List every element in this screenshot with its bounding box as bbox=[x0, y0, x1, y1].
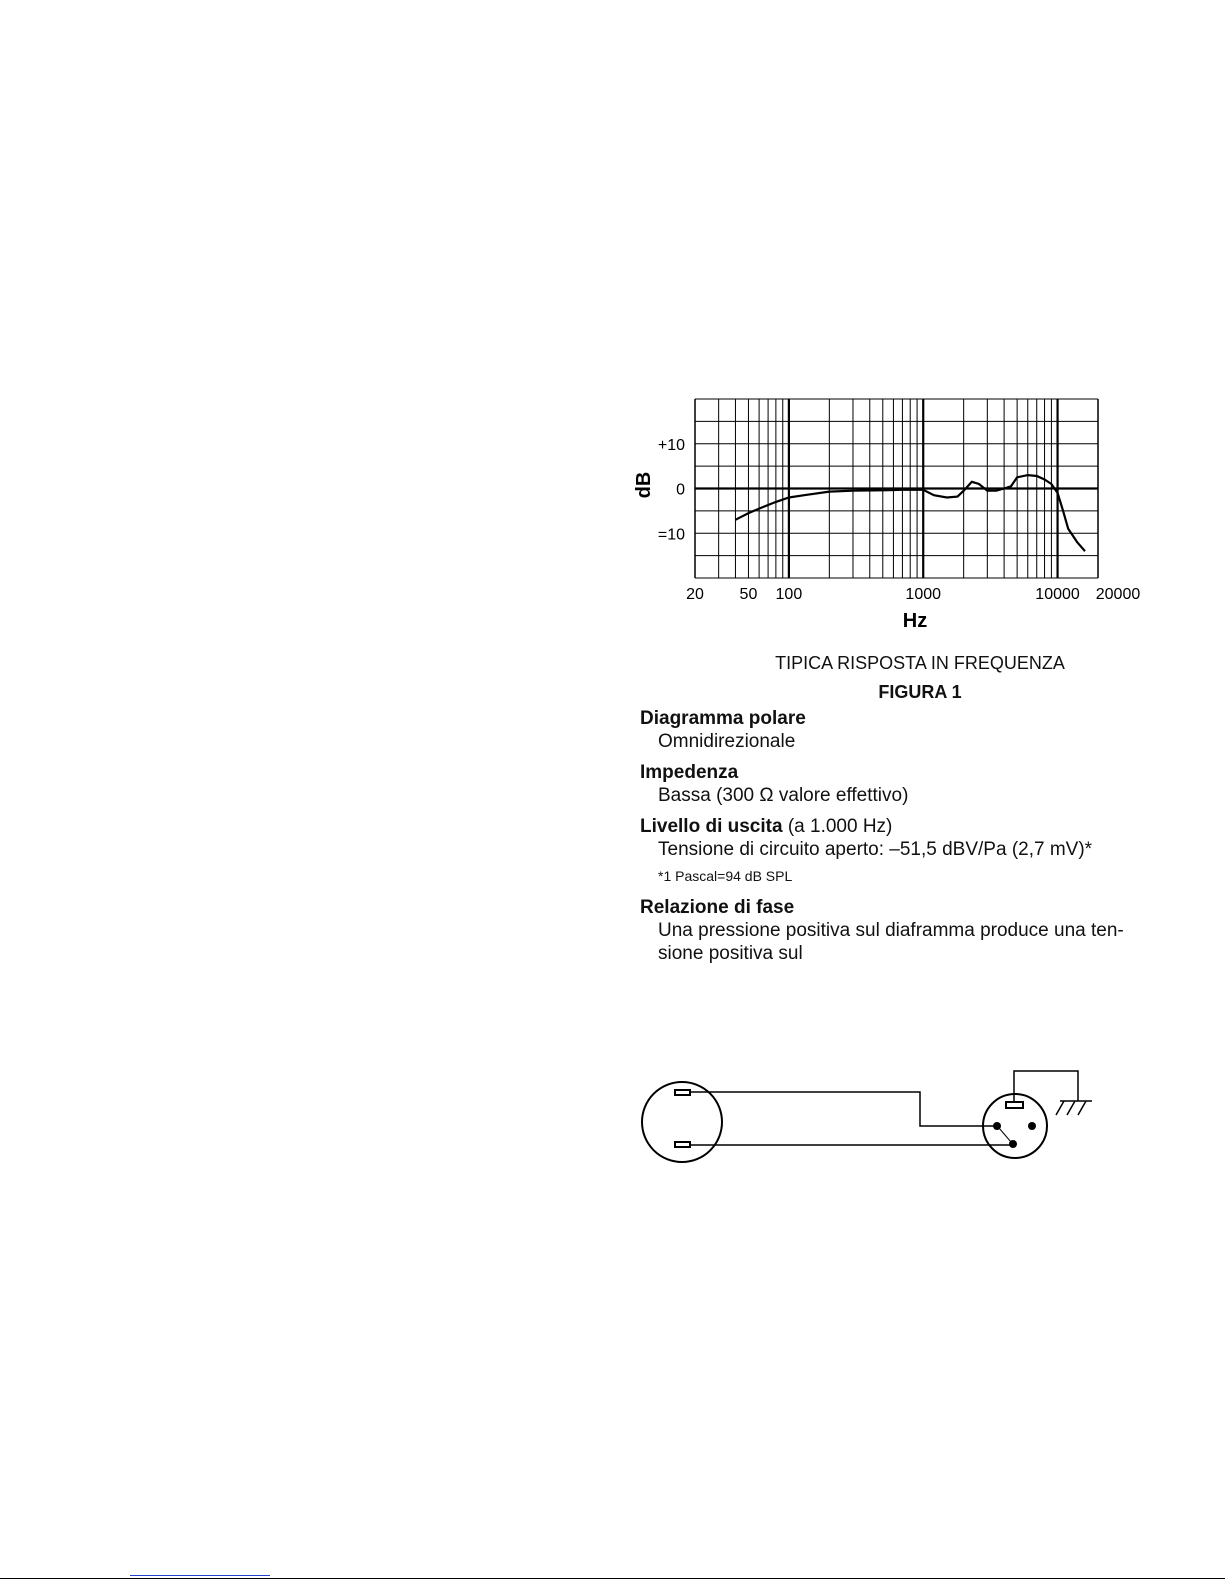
frequency-response-chart bbox=[620, 385, 1180, 645]
spec-output-level bbox=[640, 815, 1160, 888]
x-tick-labels bbox=[686, 586, 1140, 603]
x-tick-label: 100 bbox=[775, 586, 803, 603]
x-axis-label: Hz bbox=[902, 610, 928, 632]
spec-value: sione positiva sul bbox=[658, 943, 803, 964]
wire-top bbox=[690, 1092, 994, 1126]
spec-footnote: *1 Pascal=94 dB SPL bbox=[658, 868, 793, 884]
x-tick-label: 20000 bbox=[1095, 586, 1141, 603]
spec-value: Tensione di circuito aperto: –51,5 dBV/Pa (2,7 mV)* bbox=[658, 839, 1093, 860]
spec-value: Una pressione positiva sul diaframma produce una ten- bbox=[658, 920, 1124, 941]
figure-caption: TIPICA RISPOSTA IN FREQUENZA bbox=[775, 653, 1065, 673]
y-tick-label: +10 bbox=[657, 436, 685, 454]
page-footer-rule bbox=[0, 1578, 1225, 1579]
y-tick-label: 0 bbox=[676, 481, 685, 499]
spec-heading-note: (a 1.000 Hz) bbox=[782, 816, 893, 837]
x-tick-label: 20 bbox=[686, 586, 704, 603]
spec-value: Omnidirezionale bbox=[658, 731, 796, 752]
spec-value: Bassa (300 Ω valore effettivo) bbox=[658, 785, 909, 806]
plug-pin-top bbox=[675, 1090, 690, 1095]
xlr-pin-3 bbox=[1028, 1122, 1036, 1130]
chart-grid bbox=[695, 399, 1098, 578]
spec-heading: Impedenza bbox=[640, 762, 739, 783]
spec-heading: Diagramma polare bbox=[640, 708, 806, 729]
plug-pin-bottom bbox=[675, 1142, 690, 1147]
x-tick-label: 1000 bbox=[905, 586, 942, 603]
y-tick-label: =10 bbox=[657, 526, 685, 544]
xlr-contact-line bbox=[999, 1128, 1011, 1142]
footer-link-underline bbox=[130, 1574, 270, 1576]
x-tick-label: 10000 bbox=[1035, 586, 1080, 603]
spec-heading: Livello di uscita bbox=[640, 816, 783, 837]
ground-symbol bbox=[1056, 1101, 1092, 1115]
ground-wire bbox=[1014, 1071, 1078, 1102]
y-axis-label: dB bbox=[633, 471, 655, 499]
xlr-ground-pin bbox=[1006, 1102, 1023, 1108]
specifications bbox=[640, 707, 1160, 973]
spec-phase bbox=[640, 896, 1160, 965]
figure-label: FIGURA 1 bbox=[878, 682, 962, 702]
x-tick-label: 50 bbox=[739, 586, 758, 603]
spec-impedance bbox=[640, 761, 1160, 807]
wiring-diagram bbox=[640, 1065, 1110, 1170]
y-tick-labels bbox=[658, 437, 685, 544]
spec-polar-pattern bbox=[640, 707, 1160, 753]
spec-heading: Relazione di fase bbox=[640, 897, 795, 918]
